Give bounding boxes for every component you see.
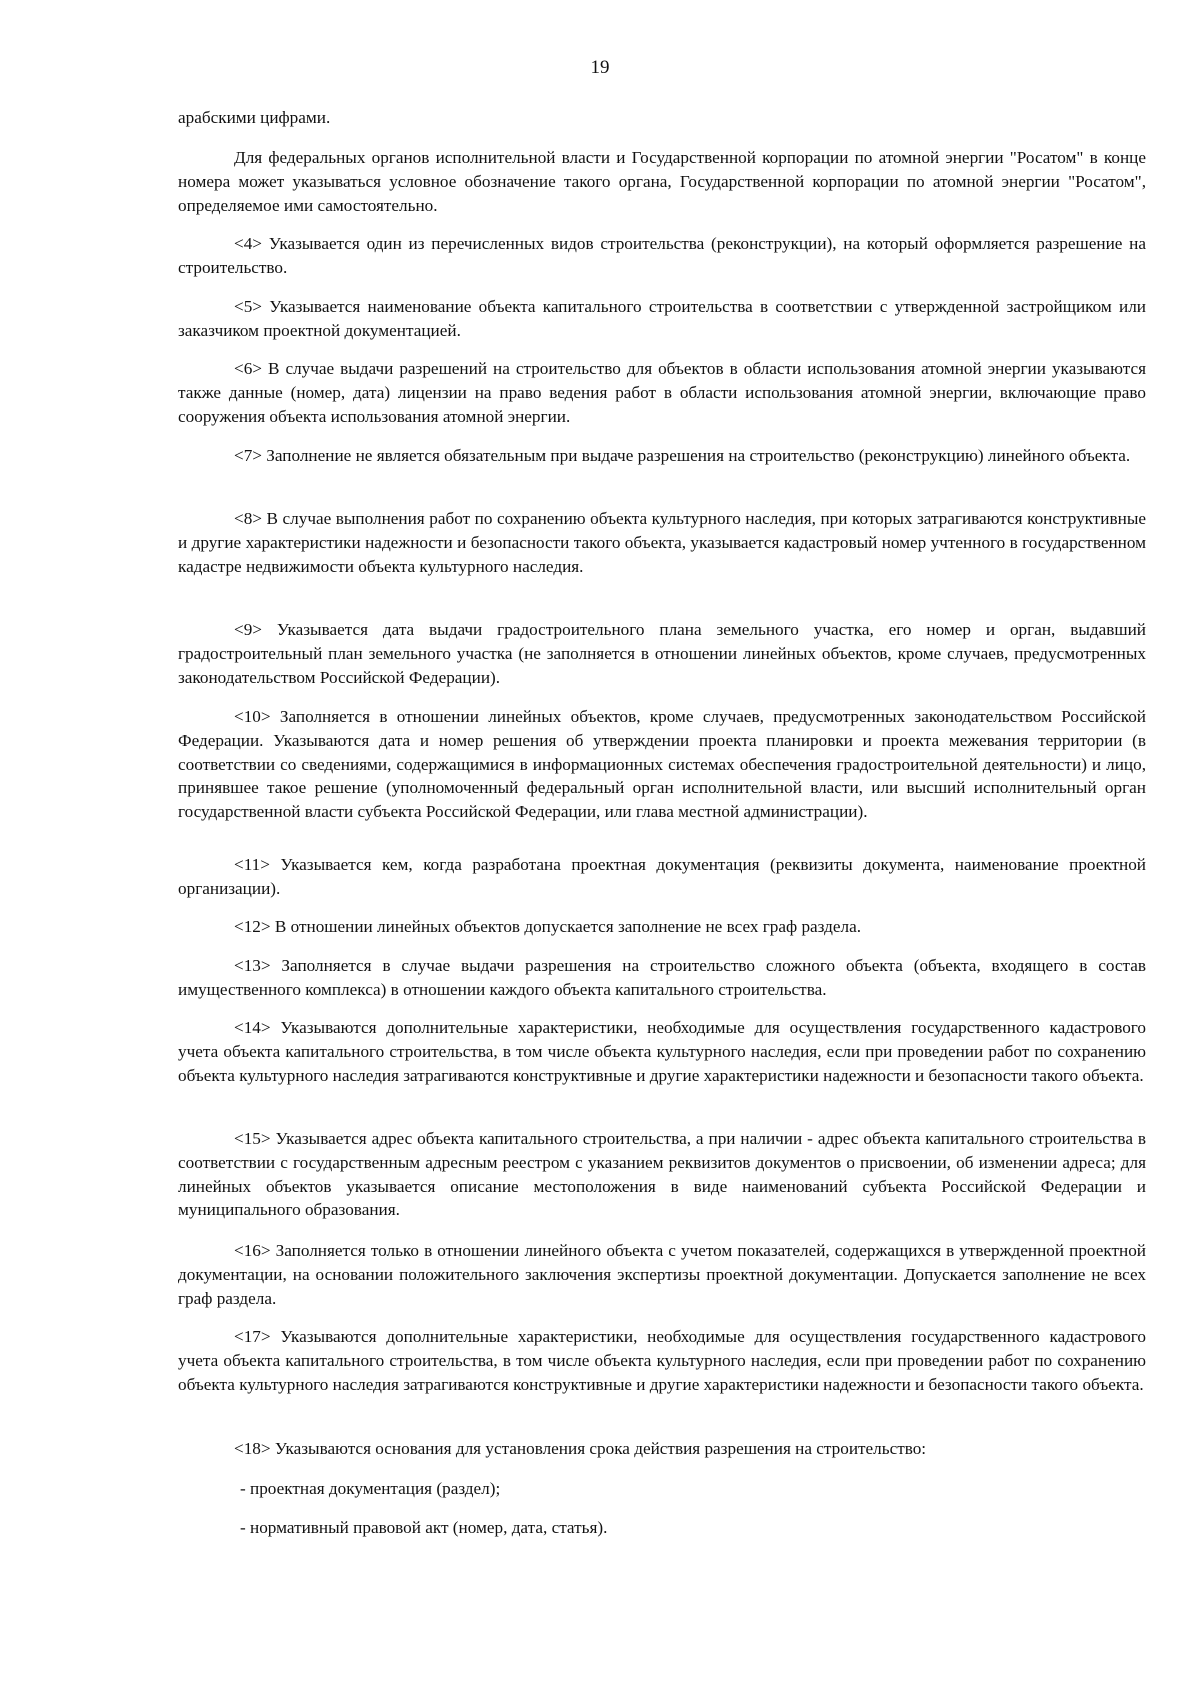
page-number: 19 <box>590 57 610 78</box>
footnote-17: <17> Указываются дополнительные характеристики, необходимые для осуществления государственного кадастрового учета объекта капитального строительства, в том числе объекта культурного наследия, если при проведении работ по сохранению объекта культурного наследия затрагиваются конструктивные и другие характеристики надежности и безопасности такого объекта. <box>178 1327 1146 1394</box>
paragraph-rosatom-note: Для федеральных органов исполнительной власти и Государственной корпорации по атомной энергии "Росатом" в конце номера может указываться условное обозначение такого органа, Государственной корпорации по атомной энергии "Росатом", определяемое ими самостоятельно. <box>178 148 1146 215</box>
footnote-13: <13> Заполняется в случае выдачи разрешения на строительство сложного объекта (объекта, входящего в состав имущественного комплекса) в отношении каждого объекта капитального строительства. <box>178 956 1146 999</box>
footnote-10: <10> Заполняется в отношении линейных объектов, кроме случаев, предусмотренных законодательством Российской Федерации. Указываются дата и номер решения об утверждении проекта планировки и проекта межевания территории (в соответствии со сведениями, содержащимися в информационных системах обеспечения градостроительной деятельности) и лицо, принявшее такое решение (уполномоченный федеральный орган исполнительной власти, или высший исполнительный орган государственной власти субъекта Российской Федерации, или глава местной администрации). <box>178 707 1146 822</box>
paragraph-continuation: арабскими цифрами. <box>178 108 331 127</box>
footnote-8: <8> В случае выполнения работ по сохранению объекта культурного наследия, при которых затрагиваются конструктивные и другие характеристики надежности и безопасности такого объекта, указывается кадастровый номер учтенного в государственном кадастре недвижимости объекта культурного наследия. <box>178 509 1146 576</box>
list-item-project-docs: - проектная документация (раздел); <box>240 1479 501 1498</box>
footnote-18: <18> Указываются основания для установления срока действия разрешения на строительство: <box>234 1439 927 1458</box>
footnote-6: <6> В случае выдачи разрешений на строительство для объектов в области использования атомной энергии указываются также данные (номер, дата) лицензии на право ведения работ в области использования атомной энергии, включающие право сооружения объекта использования атомной энергии. <box>178 359 1146 426</box>
footnote-15: <15> Указывается адрес объекта капитального строительства, а при наличии - адрес объекта капитального строительства в соответствии с государственным адресным реестром с указанием реквизитов документов о присвоении, об изменении адреса; для линейных объектов указывается описание местоположения в виде наименований субъекта Российской Федерации и муниципального образования. <box>178 1129 1146 1220</box>
footnote-9: <9> Указывается дата выдачи градостроительного плана земельного участка, его номер и орган, выдавший градостроительный план земельного участка (не заполняется в отношении линейных объектов, кроме случаев, предусмотренных законодательством Российской Федерации). <box>178 620 1146 687</box>
list-item-legal-act: - нормативный правовой акт (номер, дата, статья). <box>240 1518 608 1537</box>
footnote-4: <4> Указывается один из перечисленных видов строительства (реконструкции), на который оформляется разрешение на строительство. <box>178 234 1146 277</box>
footnote-5: <5> Указывается наименование объекта капитального строительства в соответствии с утвержденной застройщиком или заказчиком проектной документацией. <box>178 297 1146 340</box>
footnote-11: <11> Указывается кем, когда разработана проектная документация (реквизиты документа, наименование проектной организации). <box>178 855 1146 898</box>
footnote-14: <14> Указываются дополнительные характеристики, необходимые для осуществления государственного кадастрового учета объекта капитального строительства, в том числе объекта культурного наследия, если при проведении работ по сохранению объекта культурного наследия затрагиваются конструктивные и другие характеристики надежности и безопасности такого объекта. <box>178 1018 1146 1085</box>
footnote-12: <12> В отношении линейных объектов допускается заполнение не всех граф раздела. <box>234 917 862 936</box>
footnote-16: <16> Заполняется только в отношении линейного объекта с учетом показателей, содержащихся в утвержденной проектной документации, на основании положительного заключения экспертизы проектной документации. Допускается заполнение не всех граф раздела. <box>178 1241 1146 1308</box>
footnote-7: <7> Заполнение не является обязательным при выдаче разрешения на строительство (реконструкцию) линейного объекта. <box>234 446 1131 465</box>
